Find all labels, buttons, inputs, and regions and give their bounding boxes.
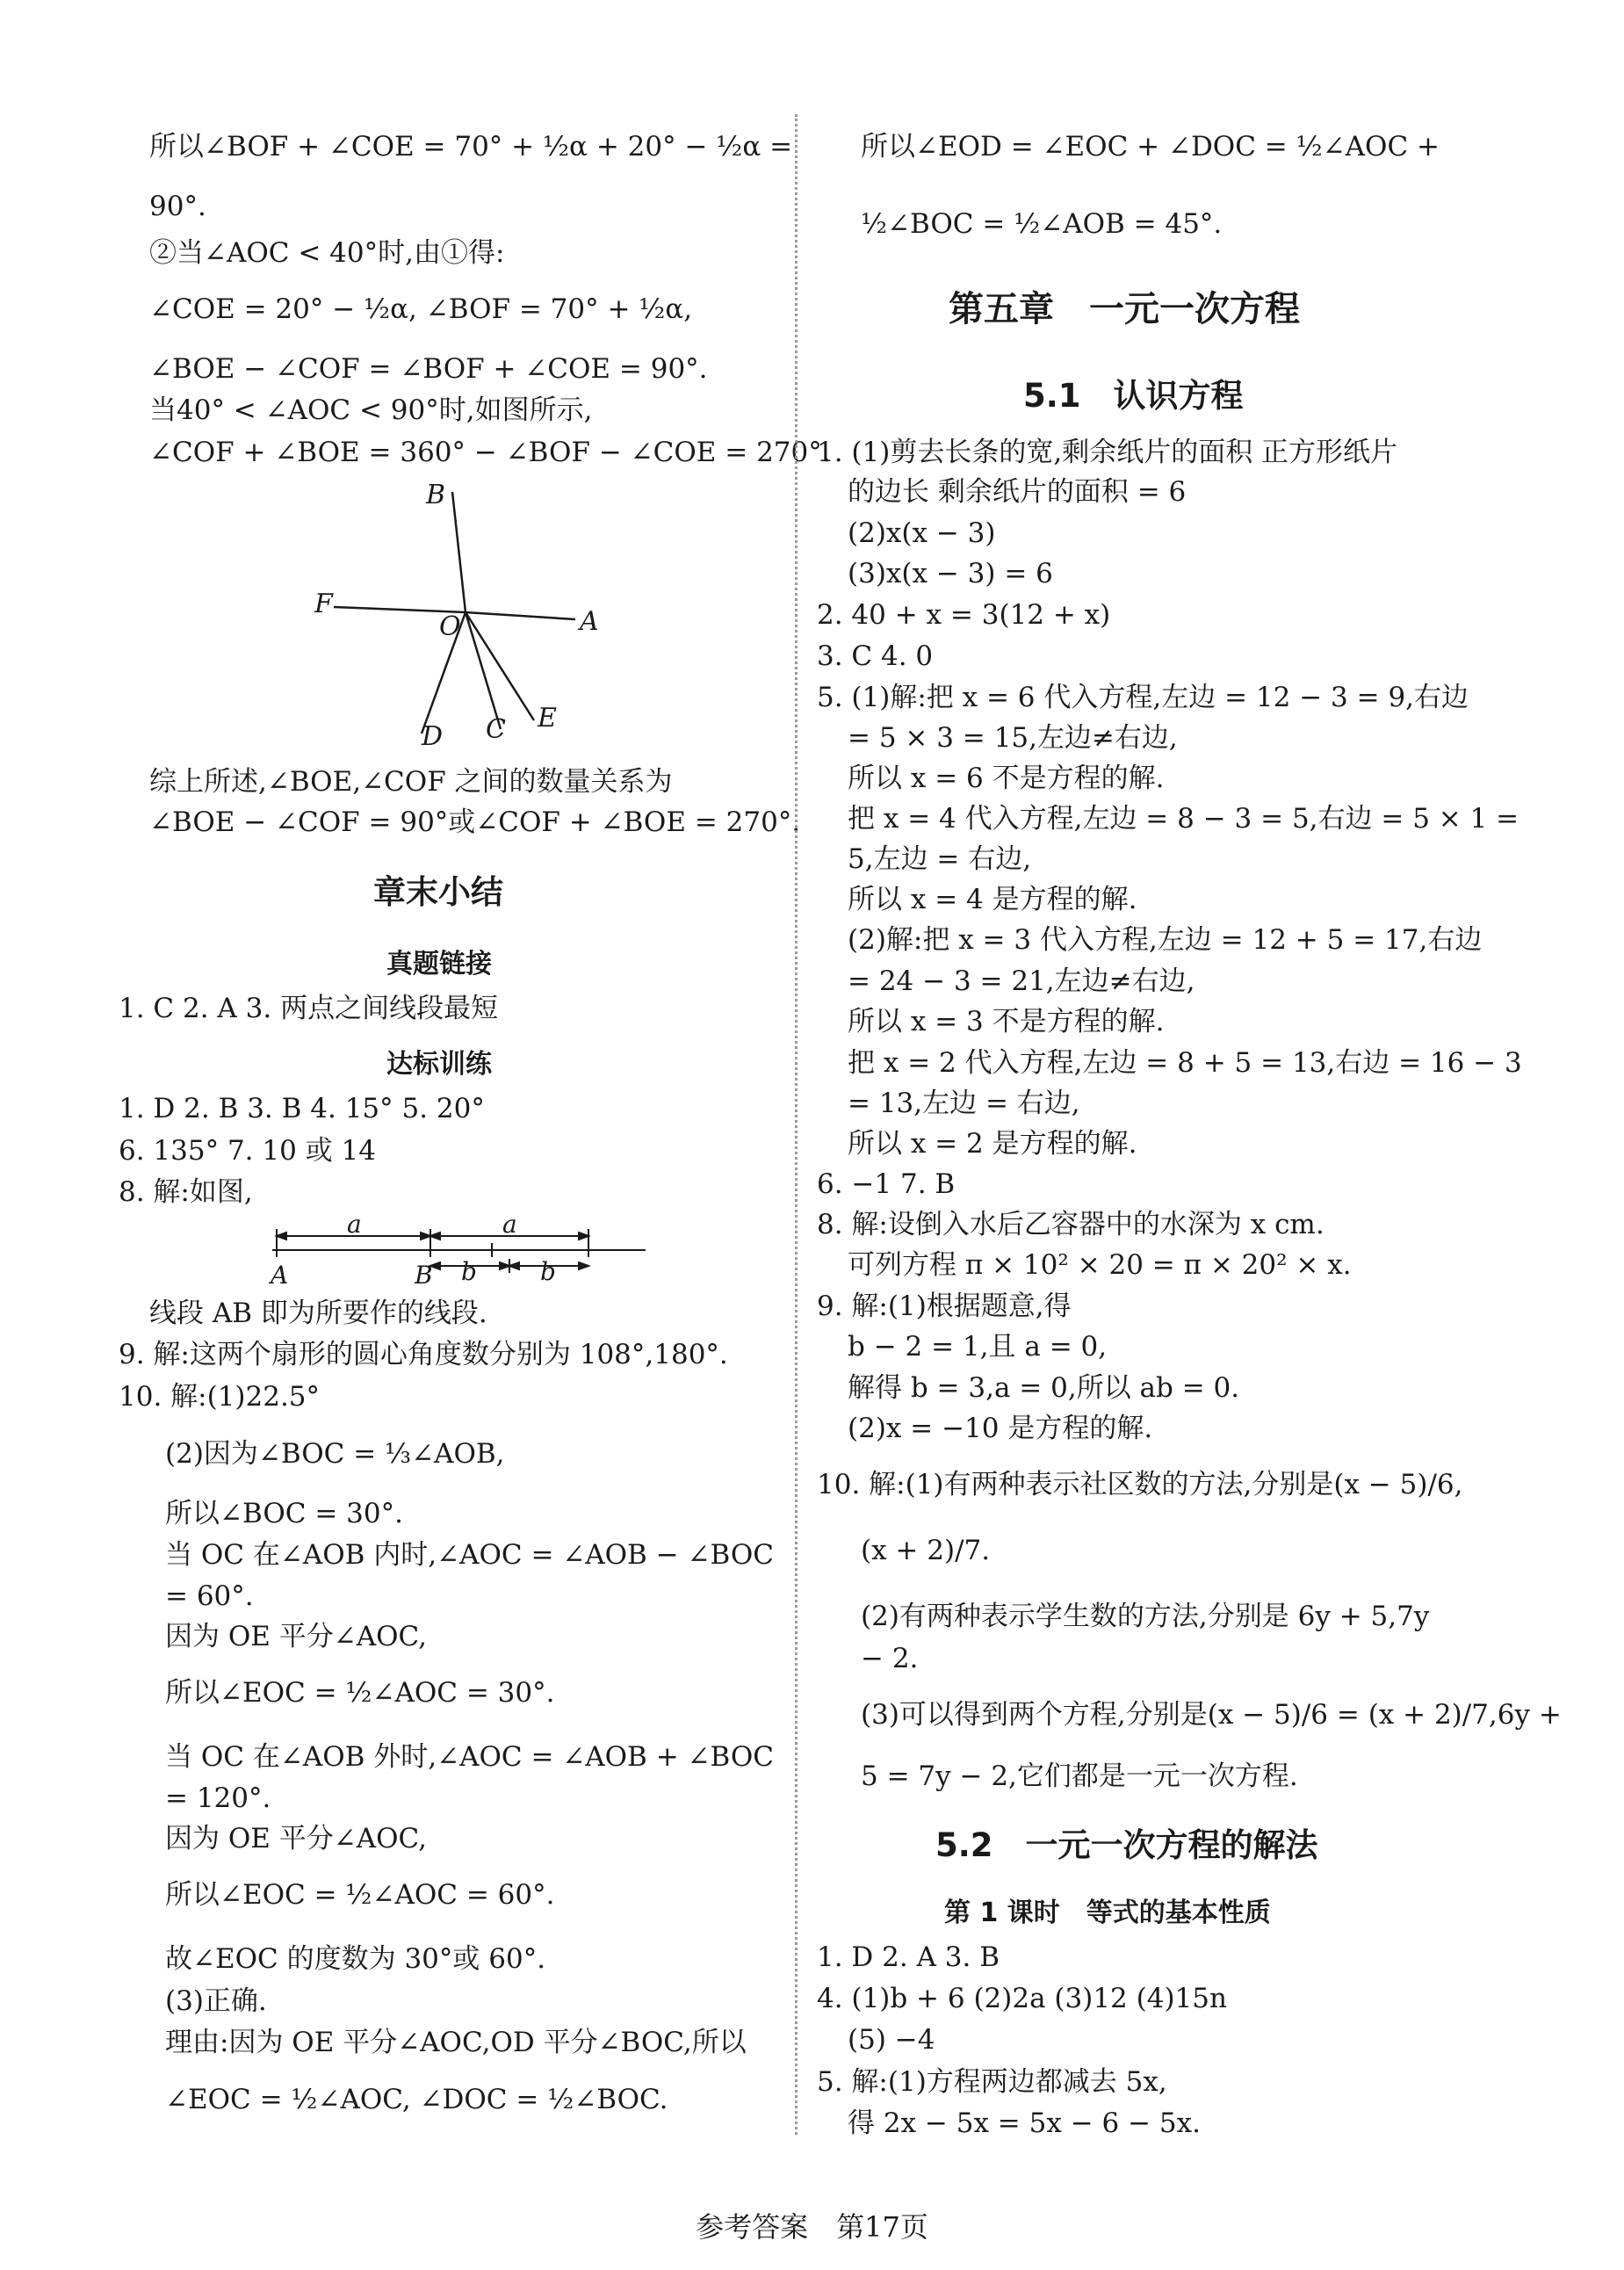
section-title: 5.1 认识方程	[1023, 377, 1244, 415]
lesson-title: 第 1 课时 等式的基本性质	[944, 1898, 1271, 1928]
label-O: O	[439, 611, 461, 642]
text-line: ∠COE = 20° − ½α, ∠BOF = 70° + ½α,	[149, 293, 693, 325]
text-line: 当 OC 在∠AOB 外时,∠AOC = ∠AOB + ∠BOC	[165, 1741, 774, 1773]
angle-figure	[299, 479, 624, 751]
text-line: 8. 解:如图,	[119, 1176, 253, 1208]
page-footer: 参考答案 第17页	[696, 2210, 928, 2244]
text-line: 3. C 4. 0	[817, 640, 934, 672]
label-C: C	[486, 714, 506, 745]
text-line: ∠EOC = ½∠AOC, ∠DOC = ½∠BOC.	[165, 2084, 668, 2115]
text-line: (2)x = −10 是方程的解.	[848, 1413, 1153, 1444]
text-line: 1. (1)剪去长条的宽,剩余纸片的面积 正方形纸片	[817, 437, 1398, 468]
text-line: 1. D 2. A 3. B	[817, 1941, 1000, 1973]
text-line: = 120°.	[165, 1782, 271, 1814]
column-divider	[795, 114, 798, 2135]
label-b: b	[540, 1257, 556, 1286]
text-line: ②当∠AOC < 40°时,由①得:	[149, 237, 505, 269]
label-A: A	[580, 606, 599, 637]
text-line: 6. −1 7. B	[817, 1168, 956, 1200]
text-line: 所以 x = 4 是方程的解.	[848, 884, 1137, 915]
segment-figure	[263, 1217, 659, 1287]
text-line: = 13,左边 = 右边,	[848, 1088, 1080, 1119]
text-line: (3)可以得到两个方程,分别是(x − 5)/6 = (x + 2)/7,6y +	[861, 1699, 1562, 1731]
label-a: a	[502, 1217, 517, 1239]
text-line: 可列方程 π × 10² × 20 = π × 20² × x.	[848, 1249, 1352, 1281]
text-line: 5. (1)解:把 x = 6 代入方程,左边 = 12 − 3 = 9,右边	[817, 682, 1469, 713]
label-D: D	[422, 721, 444, 751]
text-line: 5,左边 = 右边,	[848, 843, 1032, 875]
text-line: 把 x = 2 代入方程,左边 = 8 + 5 = 13,右边 = 16 − 3	[848, 1047, 1522, 1079]
text-line: 所以 x = 6 不是方程的解.	[848, 763, 1165, 794]
text-line: 解得 b = 3,a = 0,所以 ab = 0.	[848, 1372, 1240, 1404]
text-line: (2)有两种表示学生数的方法,分别是 6y + 5,7y	[861, 1601, 1430, 1632]
label-B: B	[426, 480, 446, 510]
label-B: B	[415, 1261, 433, 1287]
chapter-title: 第五章 一元一次方程	[949, 289, 1300, 329]
text-line: 理由:因为 OE 平分∠AOC,OD 平分∠BOC,所以	[165, 2027, 747, 2058]
text-line: 综上所述,∠BOE,∠COF 之间的数量关系为	[149, 766, 673, 798]
text-line: ∠BOE − ∠COF = ∠BOF + ∠COE = 90°.	[149, 353, 708, 385]
label-A: A	[271, 1261, 289, 1287]
text-line: 1. D 2. B 3. B 4. 15° 5. 20°	[119, 1093, 485, 1124]
text-line: = 60°.	[165, 1580, 254, 1612]
text-line: 所以 x = 2 是方程的解.	[848, 1128, 1137, 1160]
section-title: 5.2 一元一次方程的解法	[935, 1826, 1318, 1864]
section-title: 章末小结	[373, 873, 503, 911]
text-line: 5 = 7y − 2,它们都是一元一次方程.	[861, 1760, 1298, 1792]
text-line: 所以∠BOF + ∠COE = 70° + ½α + 20° − ½α =	[149, 131, 793, 163]
text-line: (5) −4	[848, 2024, 935, 2056]
text-line: (3)正确.	[165, 1985, 267, 2017]
text-line: 因为 OE 平分∠AOC,	[165, 1621, 427, 1652]
text-line: − 2.	[861, 1643, 919, 1674]
text-line: ½∠BOC = ½∠AOB = 45°.	[861, 208, 1223, 240]
text-line: 2. 40 + x = 3(12 + x)	[817, 599, 1111, 631]
text-line: 当 OC 在∠AOB 内时,∠AOC = ∠AOB − ∠BOC	[165, 1539, 774, 1571]
text-line: b − 2 = 1,且 a = 0,	[848, 1331, 1108, 1363]
text-line: 当40° < ∠AOC < 90°时,如图所示,	[149, 394, 593, 426]
text-line: 所以∠BOC = 30°.	[165, 1498, 403, 1529]
label-F: F	[314, 589, 333, 619]
text-line: 所以∠EOD = ∠EOC + ∠DOC = ½∠AOC +	[861, 131, 1440, 163]
text-line: 所以∠EOC = ½∠AOC = 30°.	[165, 1677, 555, 1709]
text-line: = 5 × 3 = 15,左边≠右边,	[848, 722, 1178, 754]
text-line: 5. 解:(1)方程两边都减去 5x,	[817, 2066, 1167, 2098]
label-a: a	[347, 1217, 362, 1239]
text-line: = 24 − 3 = 21,左边≠右边,	[848, 965, 1195, 997]
text-line: 4. (1)b + 6 (2)2a (3)12 (4)15n	[817, 1983, 1227, 2014]
text-line: ∠BOE − ∠COF = 90°或∠COF + ∠BOE = 270°.	[149, 806, 801, 838]
text-line: 的边长 剩余纸片的面积 = 6	[848, 476, 1187, 508]
text-line: 线段 AB 即为所要作的线段.	[149, 1298, 487, 1329]
text-line: 10. 解:(1)有两种表示社区数的方法,分别是(x − 5)/6,	[817, 1469, 1463, 1500]
text-line: 所以∠EOC = ½∠AOC = 60°.	[165, 1879, 555, 1911]
text-line: 9. 解:(1)根据题意,得	[817, 1290, 1072, 1322]
subsection-title: 真题链接	[386, 949, 492, 980]
text-line: 8. 解:设倒入水后乙容器中的水深为 x cm.	[817, 1209, 1324, 1240]
subsection-title: 达标训练	[386, 1049, 492, 1080]
text-line: 10. 解:(1)22.5°	[119, 1381, 321, 1413]
text-line: ∠COF + ∠BOE = 360° − ∠BOF − ∠COE = 270°.	[149, 437, 831, 468]
text-line: 故∠EOC 的度数为 30°或 60°.	[165, 1943, 546, 1975]
text-line: 得 2x − 5x = 5x − 6 − 5x.	[848, 2107, 1201, 2139]
label-b: b	[461, 1257, 477, 1286]
label-E: E	[538, 703, 557, 734]
text-line: 因为 OE 平分∠AOC,	[165, 1823, 427, 1854]
text-line: (3)x(x − 3) = 6	[848, 558, 1053, 589]
text-line: (x + 2)/7.	[861, 1535, 991, 1566]
text-line: (2)x(x − 3)	[848, 517, 996, 549]
text-line: 90°.	[149, 191, 206, 222]
text-line: 所以 x = 3 不是方程的解.	[848, 1006, 1165, 1037]
text-line: 9. 解:这两个扇形的圆心角度数分别为 108°,180°.	[119, 1339, 728, 1370]
text-line: 6. 135° 7. 10 或 14	[119, 1135, 376, 1167]
text-line: 1. C 2. A 3. 两点之间线段最短	[119, 993, 499, 1024]
text-line: (2)因为∠BOC = ⅓∠AOB,	[165, 1438, 505, 1470]
text-line: (2)解:把 x = 3 代入方程,左边 = 12 + 5 = 17,右边	[848, 924, 1483, 956]
text-line: 把 x = 4 代入方程,左边 = 8 − 3 = 5,右边 = 5 × 1 =	[848, 803, 1519, 835]
